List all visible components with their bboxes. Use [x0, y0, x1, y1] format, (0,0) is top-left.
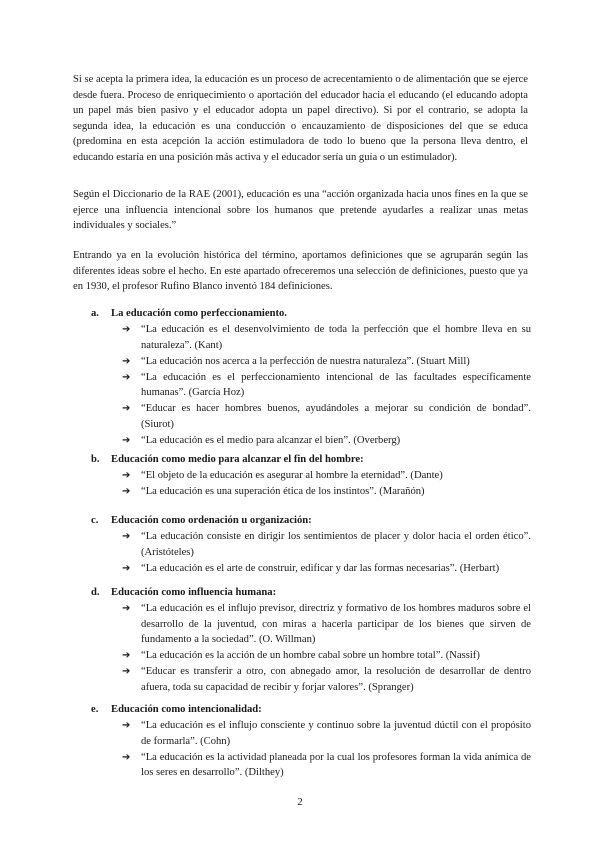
arrow-right-icon: ➔	[122, 720, 131, 731]
arrow-right-icon: ➔	[122, 486, 131, 497]
list-item: ➔ “La educación es el perfeccionamiento intencional de las facultades específicamente humanas”. (García Hoz)	[122, 370, 531, 401]
arrow-right-icon: ➔	[122, 562, 131, 574]
arrow-right-icon: ➔	[122, 531, 131, 542]
arrow-right-icon: ➔	[122, 403, 131, 414]
arrow-right-icon: ➔	[122, 434, 131, 446]
section-influencia-humana	[91, 585, 531, 695]
list-item: ➔ “La educación nos acerca a la perfección de nuestra naturaleza”. (Stuart Mill)	[122, 354, 531, 370]
section-title: La educación como perfeccionamiento.	[111, 308, 287, 319]
paragraph-rae-definition: Según el Diccionario de la RAE (2001), educación es una “acción organizada hacia unos fines en la que se ejerce una influencia intencional sobre los humanos que pretende ayudarles a realizar unas metas individuales y sociales.”	[73, 189, 528, 231]
list-item: ➔ “La educación es el desenvolvimiento de toda la perfección que el hombre lleva en su naturaleza”. (Kant)	[122, 322, 531, 353]
arrow-right-icon: ➔	[122, 371, 131, 383]
list-item: ➔ “Educar es hacer hombres buenos, ayudándoles a mejorar su condición de bondad”. (Siurot)	[122, 401, 531, 432]
list-item: ➔ “La educación es la actividad planeada por la cual los profesores forman la vida anímica de los seres en desarrollo”. (Dilthey)	[122, 750, 531, 781]
section-heading	[91, 585, 531, 601]
arrow-right-icon: ➔	[122, 650, 131, 661]
section-perfeccionamiento	[91, 306, 531, 448]
arrow-right-icon: ➔	[122, 324, 131, 335]
arrow-right-icon: ➔	[122, 603, 131, 614]
arrow-right-icon: ➔	[122, 355, 131, 367]
section-ordenacion	[91, 513, 531, 576]
arrow-right-icon: ➔	[122, 751, 131, 763]
section-heading	[91, 452, 531, 468]
list-item: ➔ “La educación es el influjo previsor, directriz y formativo de los hombres maduros sobre el desarrollo de la juventud, con miras a hacerla participar de los bienes que sirven de fundamento a la sociedad”. (O. Willman)	[122, 601, 531, 648]
list-item: ➔ “Educar es transferir a otro, con abnegado amor, la resolución de desarrollar de dentro afuera, toda su capacidad de recibir y forjar valores”. (Spranger)	[122, 664, 531, 695]
section-letter: e.	[91, 704, 99, 715]
list-item: ➔ “La educación consiste en dirigir los sentimientos de placer y dolor hacia el orden ético”. (Aristóteles)	[122, 529, 531, 560]
page-number: 2	[297, 796, 303, 808]
section-title: Educación como intencionalidad:	[111, 704, 262, 715]
arrow-right-icon: ➔	[122, 666, 131, 677]
list-item: ➔ “La educación es la acción de un hombre cabal sobre un hombre total”. (Nassif)	[122, 648, 531, 664]
arrow-right-icon: ➔	[122, 470, 131, 481]
list-item: ➔ “La educación es el arte de construir, edificar y dar las formas necesarias”. (Herbart)	[122, 561, 531, 577]
paragraph-educacion-ideas: Si se acepta la primera idea, la educación es un proceso de acrecentamiento o de alimentación que se ejerce desde fuera. Proceso de enriquecimiento o aportación del educador hacia el educando (el educando adopta un papel más bien pasivo y el educador adopta un papel directivo). Si por el contrario, se adopta la segunda idea, la educación es una conducción o encauzamiento de disposiciones del que se educa (predomina en esta acepción la acción estimuladora de todo lo bueno que la persona lleva dentro, el educando estaría en una posición más activa y el educador sería un guía o un estimulador).	[73, 74, 529, 163]
section-heading	[91, 702, 531, 718]
section-title: Educación como influencia humana:	[111, 587, 277, 598]
list-item: ➔ “La educación es una superación ética de los instintos”. (Marañón)	[122, 484, 531, 500]
section-letter: a.	[91, 308, 99, 319]
paragraph-historical-evolution: Entrando ya en la evolución histórica del término, aportamos definiciones que se agruparán según las diferentes ideas sobre el hecho. En este apartado ofreceremos una selección de definiciones, puesto que ya en 1930, el profesor Rufino Blanco inventó 184 definiciones.	[73, 250, 528, 292]
list-item: ➔ “La educación es el influjo consciente y continuo sobre la juventud dúctil con el propósito de formarla”. (Cohn)	[122, 718, 531, 749]
section-title: Educación como medio para alcanzar el fin del hombre:	[111, 454, 364, 465]
section-letter: c.	[91, 515, 99, 526]
section-title: Educación como ordenación u organización:	[111, 515, 312, 526]
section-letter: b.	[91, 454, 100, 465]
section-intencionalidad	[91, 702, 531, 781]
section-letter: d.	[91, 587, 100, 598]
list-item: ➔ “La educación es el medio para alcanzar el bien”. (Overberg)	[122, 433, 531, 449]
list-item: ➔ “El objeto de la educación es asegurar al hombre la eternidad”. (Dante)	[122, 468, 531, 484]
section-heading	[91, 513, 531, 529]
section-fin-del-hombre	[91, 452, 531, 500]
section-heading	[91, 306, 531, 322]
